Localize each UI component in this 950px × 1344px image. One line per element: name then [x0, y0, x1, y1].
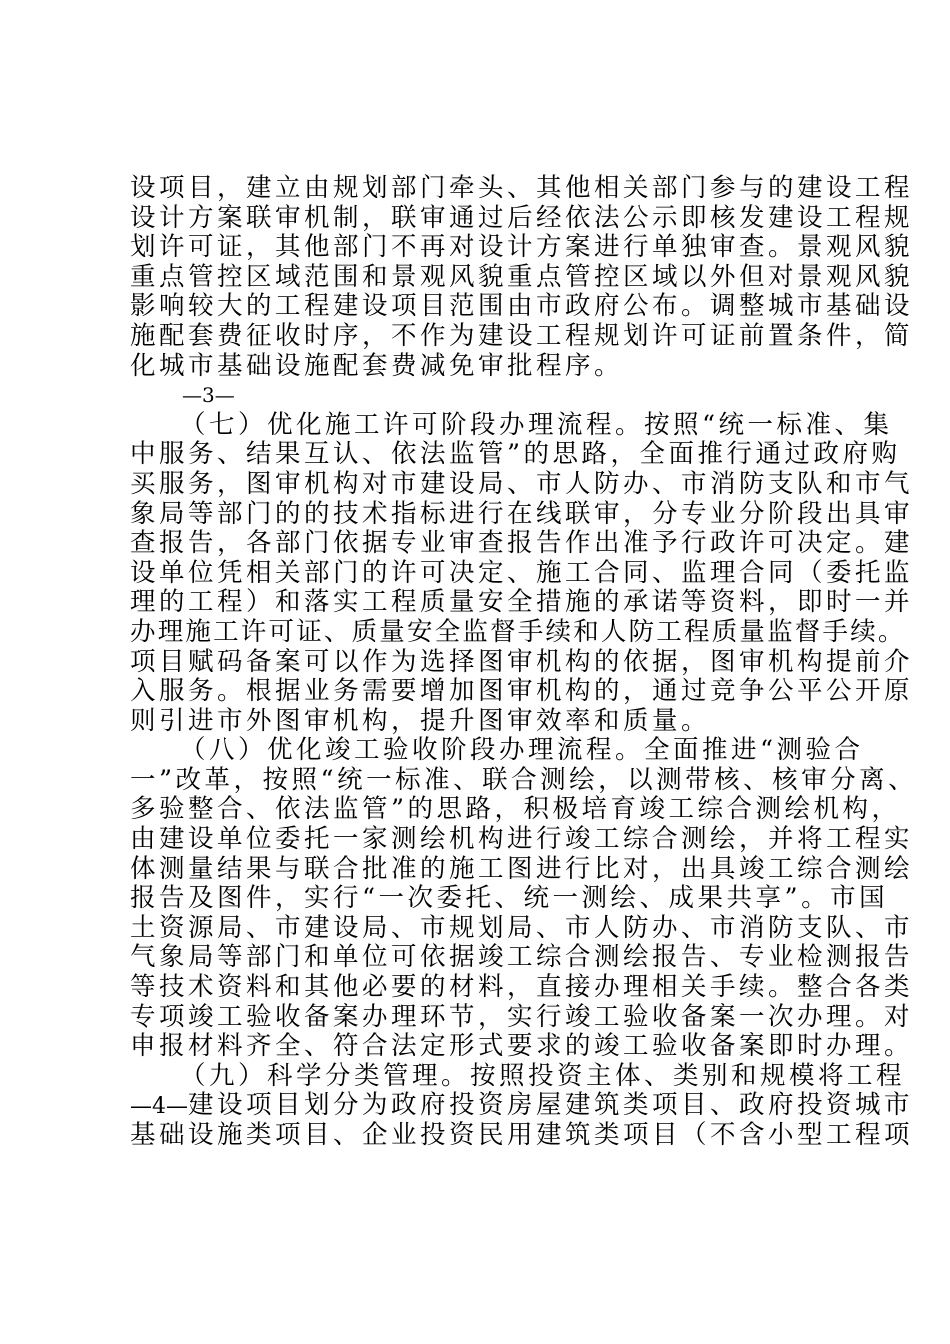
text-line: 化城市基础设施配套费减免审批程序。 [130, 350, 624, 381]
text-line: 申报材料齐全、符合法定形式要求的竣工验收备案即时办理。 [130, 1031, 914, 1062]
text-line: 中服务、结果互认、依法监管”的思路，全面推行通过政府购 [130, 439, 901, 470]
paragraph-start-line: （九）科学分类管理。按照投资主体、类别和规模将工程 [180, 1060, 906, 1091]
text-line: 重点管控区域范围和景观风貌重点管控区域以外但对景观风貌 [130, 261, 914, 292]
text-line [130, 1090, 914, 1121]
text-line: 理的工程）和落实工程质量安全措施的承诺等资料，即时一并 [130, 587, 914, 618]
text-line: 专项竣工验收备案办理环节，实行竣工验收备案一次办理。对 [130, 1001, 914, 1032]
page-number: —3— [182, 383, 235, 408]
text-line: 基础设施类项目、企业投资民用建筑类项目（不含小型工程项 [130, 1120, 914, 1150]
text-line: 多验整合、依法监管”的思路，积极培育竣工综合测绘机构， [130, 794, 901, 825]
text-line: 报告及图件，实行“一次委托、统一测绘、成果共享”。市国 [130, 883, 889, 914]
paragraph-start-line: （七）优化施工许可阶段办理流程。按照“统一标准、集 [180, 409, 893, 440]
text-line: 项目赋码备案可以作为选择图审机构的依据，图审机构提前介 [130, 646, 914, 677]
text-line: 体测量结果与联合批准的施工图进行比对，出具竣工综合测绘 [130, 853, 914, 884]
text-line: 土资源局、市建设局、市规划局、市人防办、市消防支队、市 [130, 912, 914, 943]
text-line: 则引进市外图审机构，提升图审效率和质量。 [130, 705, 711, 736]
document-page [130, 173, 918, 1151]
text-line: 象局等部门的的技术指标进行在线联审，分专业分阶段出具审 [130, 498, 914, 529]
text-line: 入服务。根据业务需要增加图审机构的，通过竞争公平公开原 [130, 676, 914, 707]
text-line: 查报告，各部门依据专业审查报告作出准予行政许可决定。建 [130, 528, 914, 559]
paragraph-start-line: （八）优化竣工验收阶段办理流程。全面推进“测验合 [180, 735, 864, 766]
text-line: 设单位凭相关部门的许可决定、施工合同、监理合同（委托监 [130, 557, 914, 588]
text-line-content: 建设项目划分为政府投资房屋建筑类项目、政府投资城市 [188, 1090, 914, 1121]
text-line: 办理施工许可证、质量安全监督手续和人防工程质量监督手续。 [130, 616, 906, 647]
text-line: 设计方案联审机制，联审通过后经依法公示即核发建设工程规 [130, 202, 914, 233]
text-line: 由建设单位委托一家测绘机构进行竣工综合测绘，并将工程实 [130, 824, 914, 855]
text-line: 划许可证，其他部门不再对设计方案进行单独审查。景观风貌 [130, 232, 914, 263]
text-line: 气象局等部门和单位可依据竣工综合测绘报告、专业检测报告 [130, 942, 914, 973]
text-line: 施配套费征收时序，不作为建设工程规划许可证前置条件，简 [130, 320, 914, 351]
page-number: —4— [130, 1094, 188, 1120]
text-line: 买服务，图审机构对市建设局、市人防办、市消防支队和市气 [130, 468, 914, 499]
text-line: 设项目，建立由规划部门牵头、其他相关部门参与的建设工程 [130, 173, 914, 203]
text-line: 影响较大的工程建设项目范围由市政府公布。调整城市基础设 [130, 291, 914, 322]
text-line: 等技术资料和其他必要的材料，直接办理相关手续。整合各类 [130, 972, 914, 1003]
text-line: 一”改革，按照“统一标准、联合测绘，以测带核、核审分离、 [130, 764, 918, 795]
